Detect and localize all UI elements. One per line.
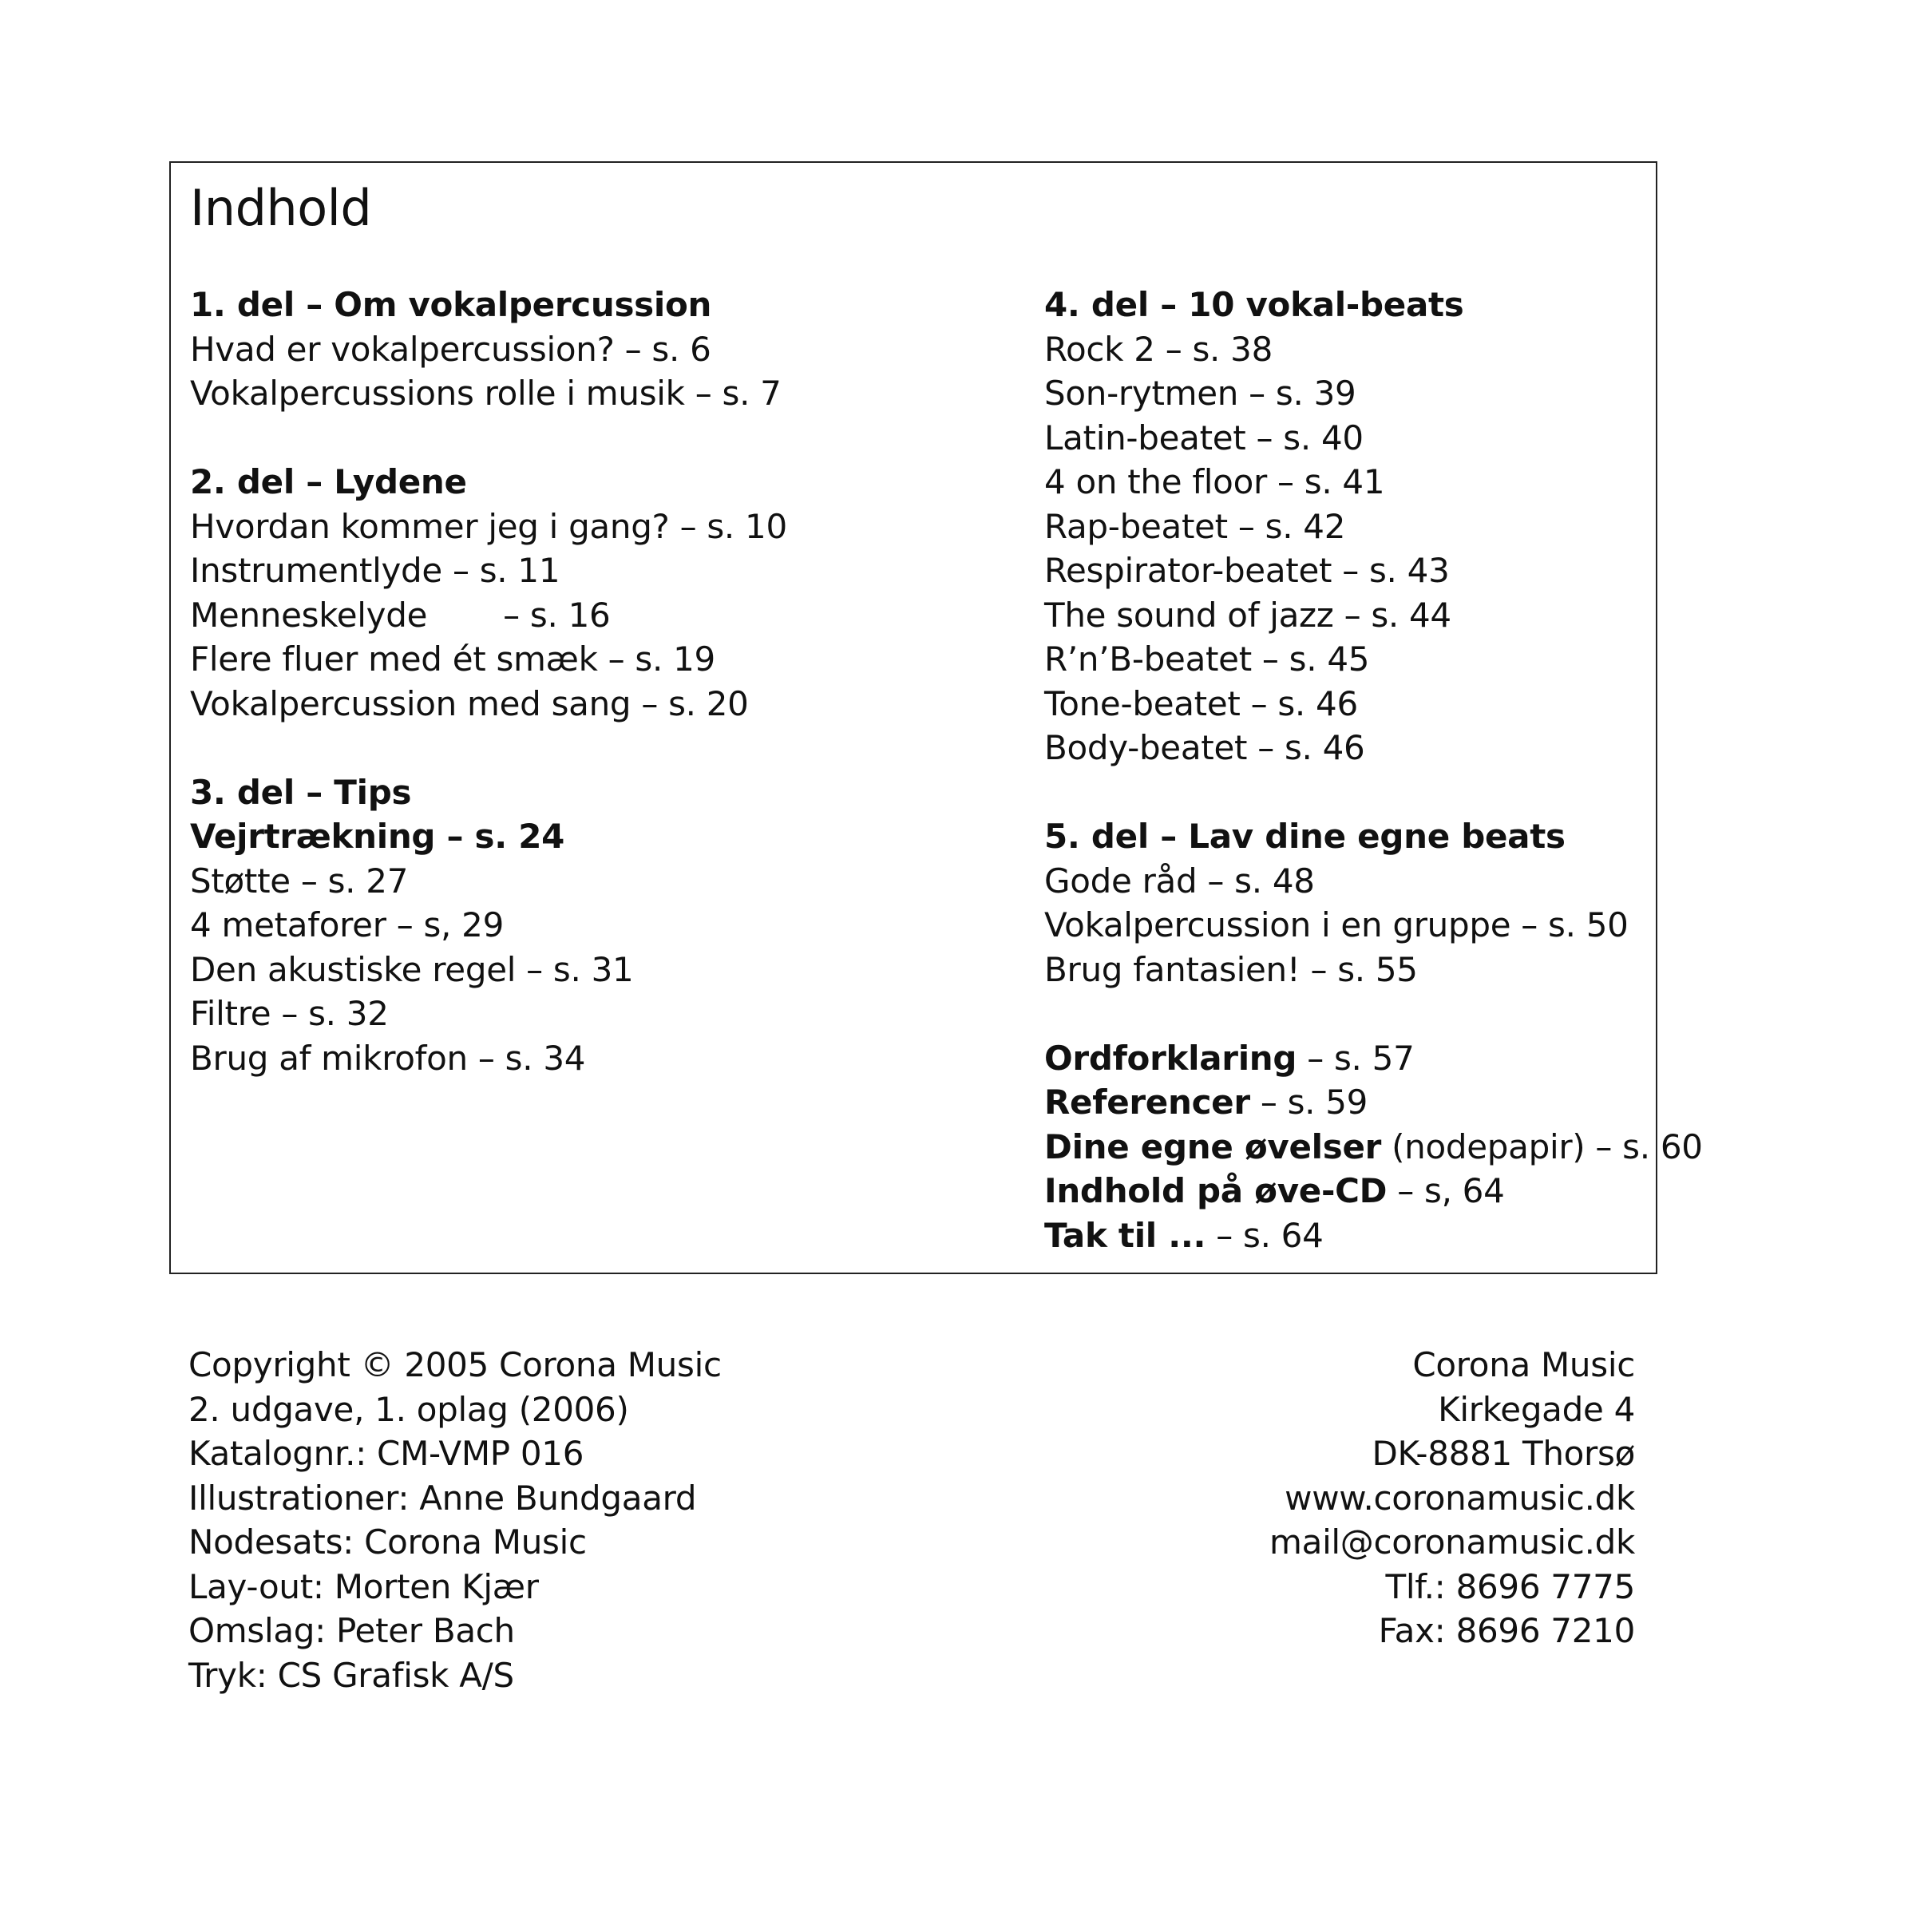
publisher-name: Corona Music — [1412, 1345, 1635, 1384]
toc-entry: Filtre – s. 32 — [190, 994, 389, 1033]
toc-entry: R’n’B-beatet – s. 45 — [1044, 639, 1370, 679]
section-heading: 4. del – 10 vokal-beats — [1044, 285, 1464, 324]
colophon-line: Copyright © 2005 Corona Music — [188, 1345, 722, 1384]
colophon-line: Illustrationer: Anne Bundgaard — [188, 1478, 697, 1518]
colophon-line: Nodesats: Corona Music — [188, 1522, 587, 1562]
colophon-line: Katalognr.: CM-VMP 016 — [188, 1434, 584, 1473]
postal-city: DK-8881 Thorsø — [1372, 1434, 1635, 1473]
toc-entry-page: – s. 59 — [1249, 1083, 1368, 1122]
section-heading: 5. del – Lav dine egne beats — [1044, 817, 1566, 856]
toc-entry: Gode råd – s. 48 — [1044, 861, 1315, 901]
toc-column-left — [190, 283, 787, 1125]
toc-entry: Body-beatet – s. 46 — [1044, 728, 1365, 767]
toc-entry: Son-rytmen – s. 39 — [1044, 374, 1356, 413]
toc-entry: Vokalpercussions rolle i musik – s. 7 — [190, 374, 782, 413]
toc-entry-page: – s. 16 — [503, 595, 611, 635]
colophon-line: Tryk: CS Grafisk A/S — [188, 1655, 514, 1695]
toc-entry-page: – s, 64 — [1387, 1171, 1505, 1210]
toc-entry-title: Indhold på øve-CD — [1044, 1171, 1388, 1210]
toc-entry: The sound of jazz – s. 44 — [1044, 595, 1451, 635]
toc-entry-page: – s. 57 — [1297, 1038, 1415, 1078]
toc-section-appendix — [1044, 1036, 1703, 1258]
toc-entry: Flere fluer med ét smæk – s. 19 — [190, 639, 715, 679]
toc-entry: Instrumentlyde – s. 11 — [190, 551, 560, 590]
publisher-address — [1269, 1343, 1635, 1653]
toc-entry — [1044, 1080, 1703, 1125]
colophon — [188, 1343, 722, 1697]
toc-entry-title: Referencer — [1044, 1083, 1250, 1122]
colophon-line: Lay-out: Morten Kjær — [188, 1566, 539, 1606]
toc-entry: Latin-beatet – s. 40 — [1044, 418, 1364, 457]
toc-section-part-2 — [190, 460, 787, 726]
section-heading: 1. del – Om vokalpercussion — [190, 285, 712, 324]
table-of-contents — [169, 161, 1703, 1274]
toc-entry — [1044, 1169, 1703, 1213]
toc-entry: Brug fantasien! – s. 55 — [1044, 949, 1418, 989]
toc-entry-title: Dine egne øvelser — [1044, 1126, 1382, 1166]
toc-entry: Hvordan kommer jeg i gang? – s. 10 — [190, 506, 787, 546]
toc-section-part-1 — [190, 283, 787, 416]
toc-entry: Støtte – s. 27 — [190, 861, 409, 901]
fax-number: Fax: 8696 7210 — [1378, 1611, 1635, 1650]
section-heading: 3. del – Tips — [190, 772, 412, 812]
toc-entry-title: Tak til ... — [1044, 1215, 1206, 1255]
street-address: Kirkegade 4 — [1438, 1389, 1635, 1429]
toc-entry: Vokalpercussion med sang – s. 20 — [190, 683, 749, 723]
toc-entry — [1044, 1125, 1703, 1170]
phone-number: Tlf.: 8696 7775 — [1385, 1566, 1635, 1606]
toc-entry: Den akustiske regel – s. 31 — [190, 949, 634, 989]
toc-section-part-3 — [190, 770, 787, 1081]
toc-entry-title: Ordforklaring — [1044, 1038, 1297, 1078]
toc-title: Indhold — [190, 179, 372, 237]
toc-entry: Hvad er vokalpercussion? – s. 6 — [190, 329, 711, 369]
toc-entry: Rap-beatet – s. 42 — [1044, 506, 1346, 546]
toc-entry: Tone-beatet – s. 46 — [1044, 683, 1358, 723]
toc-section-part-4 — [1044, 283, 1703, 770]
toc-entry: Vokalpercussion i en gruppe – s. 50 — [1044, 905, 1629, 944]
toc-entry-title: Menneskelyde — [190, 595, 428, 635]
toc-entry: 4 metaforer – s, 29 — [190, 905, 504, 944]
toc-entry-page: – s. 64 — [1206, 1215, 1324, 1255]
email-link[interactable]: mail@coronamusic.dk — [1269, 1522, 1635, 1562]
toc-entry: 4 on the floor – s. 41 — [1044, 462, 1385, 501]
toc-entry: Respirator-beatet – s. 43 — [1044, 551, 1450, 590]
toc-entry: Brug af mikrofon – s. 34 — [190, 1038, 586, 1078]
toc-entry: Rock 2 – s. 38 — [1044, 329, 1273, 369]
colophon-line: Omslag: Peter Bach — [188, 1611, 515, 1650]
colophon-line: 2. udgave, 1. oplag (2006) — [188, 1389, 629, 1429]
toc-entry: Vejrtrækning – s. 24 — [190, 817, 565, 856]
toc-entry — [1044, 1036, 1703, 1081]
section-heading: 2. del – Lydene — [190, 462, 467, 501]
toc-column-right — [1044, 283, 1703, 1257]
toc-entry-page: (nodepapir) – s. 60 — [1381, 1126, 1703, 1166]
website-link[interactable]: www.coronamusic.dk — [1285, 1478, 1635, 1518]
toc-entry — [190, 593, 787, 638]
toc-section-part-5 — [1044, 814, 1703, 992]
toc-entry — [1044, 1213, 1703, 1258]
